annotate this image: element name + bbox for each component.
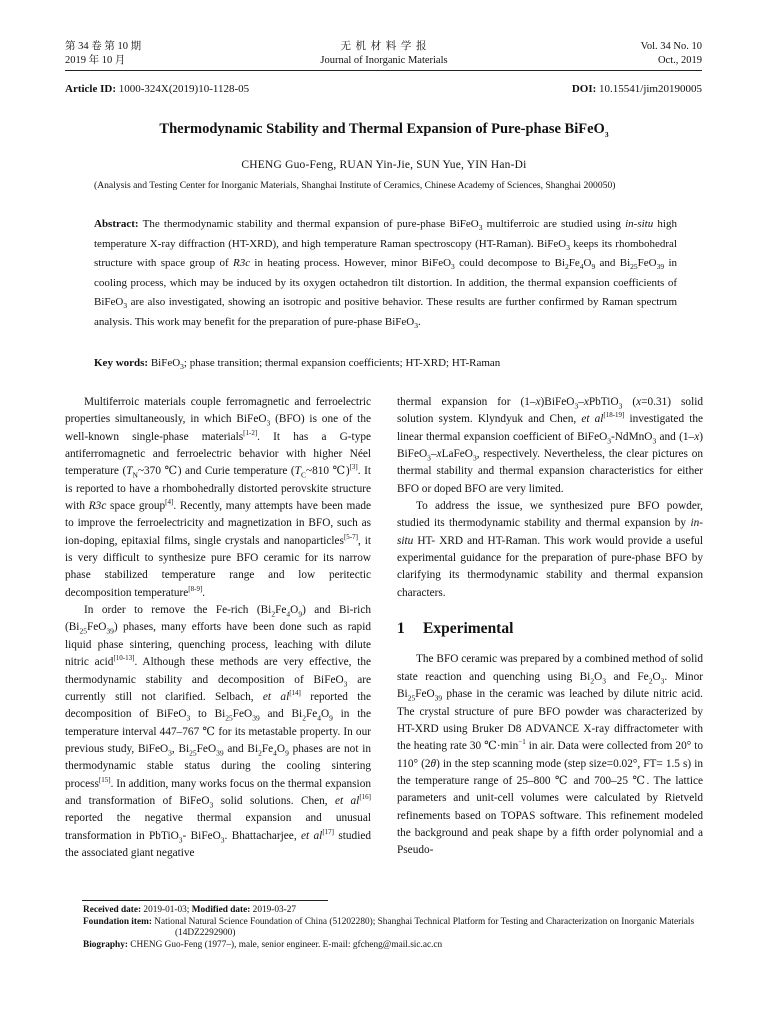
header-rule bbox=[65, 70, 702, 71]
modified-date: 2019-03-27 bbox=[252, 905, 297, 915]
journal-volume-en bbox=[641, 40, 702, 68]
date-cn: 2019 年 10 月 bbox=[65, 55, 126, 66]
dates-line bbox=[83, 905, 708, 917]
paper-title bbox=[0, 121, 768, 138]
title-text: Thermodynamic Stability and Thermal Expansion of Pure-phase BiFeO bbox=[159, 121, 605, 137]
article-id-value: 1000-324X(2019)10-1128-05 bbox=[118, 83, 250, 95]
citation-link[interactable]: [14] bbox=[289, 689, 301, 698]
date-en: Oct., 2019 bbox=[657, 55, 702, 66]
section-title: Experimental bbox=[423, 620, 514, 638]
footnotes bbox=[83, 905, 708, 951]
citation-link[interactable]: [5-7] bbox=[343, 532, 358, 541]
doi-value: 10.15541/jim20190005 bbox=[599, 83, 702, 95]
article-ids bbox=[65, 83, 702, 95]
keywords-text: BiFeO bbox=[150, 357, 181, 369]
citation-link[interactable]: [4] bbox=[165, 498, 174, 507]
keywords-label: Key words: bbox=[94, 357, 149, 369]
doi bbox=[572, 83, 702, 95]
keywords: Key words: BiFeO$_3$; phase transition; thermal expansion coefficients; HT-XRD; HT-Raman bbox=[94, 357, 501, 372]
citation-link[interactable]: [17] bbox=[322, 827, 334, 836]
article-id-label: Article ID: bbox=[65, 83, 117, 95]
body-left-column bbox=[65, 394, 371, 862]
paragraph-intro-1: Multiferroic materials couple ferromagnetic and ferroelectric properties simultaneously, in which BiFeO$_3$ (BFO) is one of the well-known single-phase materials[1-2]. It has a G-type antiferromagnetic and ferroelectric behavior with higher Néel temperature ($T_N\sim 370$ ℃) and Curie temperature ($T_C\sim 810$ ℃)[3]. It is reported to have a rhombohedrally distorted perovskite structure with R3c space group[4]. Recently, many attempts have been made to improve the ferroelectricity and magnetization in BFO, such as ion-doping, epitaxial films, single crystals and nanoparticles[5-7], it is very difficult to synthesize pure BFO ceramic for its narrow phase stabilized temperature range and low peritectic decomposition temperature[8-9]. bbox=[65, 396, 372, 599]
paragraph-experimental-1: The BFO ceramic was prepared by a combined method of solid state reaction and quenching using $Bi_2O_3$ and $Fe_2O_3$. Minor $Bi_{25}FeO_{39}$ phase in the ceramic was leached by dilute nitric acid. The crystal structure of pure BFO powder was characterized by HT-XRD using Bruker D8 ADVANCE X-ray diffractometer with the heating rate 30 $℃\cdot\min^{-1}$ in air. Data were collected from 20° to 110° (2θ) in the step scanning mode (step size=0.02°, FT= 1.5 s) in the temperature range of 25–800 ℃ and 700–25 ℃. The lattice parameters and unit-cell volumes were calculated by Rietveld refinements based on TOPAS software. This refinement modeled the background and peak shape by a fifth order polynomial and a Pseudo- bbox=[397, 653, 703, 857]
doi-label: DOI: bbox=[571, 83, 597, 95]
journal-name-cn: 无 机 材 料 学 报 bbox=[340, 41, 428, 52]
section-heading-experimental bbox=[397, 620, 703, 637]
modified-label: Modified date: bbox=[191, 905, 251, 915]
authors: CHENG Guo-Feng, RUAN Yin-Jie, SUN Yue, YIN Han-Di bbox=[241, 159, 527, 171]
paragraph-intro-2: In order to remove the Fe-rich $(Bi_2Fe_4O_9)$ and Bi-rich $(Bi_{25}FeO_{39})$ phases, many efforts have been done such as rapid liquid phase sintering, quenching process, leaching with dilute nitric acid[10-13]. Although these methods are very effective, the thermodynamic stability and decomposition of BiFeO$_3$ are currently still not clarified. Selbach, et al[14] reported the decomposition of BiFeO$_3$ to $Bi_{25}FeO_{39}$ and $Bi_2Fe_4O_9$ in the temperature interval 447–767 ℃ for its metastable property. In our previous study, BiFeO$_3$, $Bi_{25}FeO_{39}$ and $Bi_2Fe_4O_9$ phases are not in thermodynamic stable status during the cooling sintering process[15]. In addition, many works focus on the thermal expansion and transformation of BiFeO$_3$ solid solutions. Chen, et al[16] reported the negative thermal expansion and unusual transformation in PbTiO$_3$- BiFeO$_3$. Bhattacharjee, et al[17] studied the associated giant negative bbox=[65, 604, 372, 859]
paragraph-intro-3: thermal expansion for (1–x)BiFeO$_3$–xPbTiO$_3$ (x=0.31) solid solution system. Klyndyuk and Chen, et al[18-19] investigated the linear thermal expansion coefficient of BiFeO$_3$-NdMnO$_3$ and (1–x) BiFeO$_3$–xLaFeO$_3$, respectively. Nevertheless, the clear pictures on thermal stability and thermal expansion characteristics for either BFO or doped BFO are very limited. bbox=[397, 396, 704, 495]
foundation-label: Foundation item: bbox=[83, 916, 152, 927]
received-date: 2019-01-03; bbox=[143, 905, 190, 915]
citation-link[interactable]: [1-2] bbox=[243, 428, 258, 437]
citation-link[interactable]: [3] bbox=[349, 463, 358, 472]
citation-link[interactable]: [15] bbox=[98, 775, 111, 784]
received-label: Received date: bbox=[83, 905, 142, 915]
title-subscript: 3 bbox=[604, 129, 609, 139]
footnote-rule bbox=[82, 900, 328, 901]
volume-issue-cn: 第 34 卷 第 10 期 bbox=[65, 41, 142, 52]
abstract: Abstract: The thermodynamic stability and thermal expansion of pure-phase BiFeO$_3$ multiferroic are studied using in-situ high temperature X-ray diffraction (HT-XRD), and high temperature Raman spectroscopy (HT-Raman). BiFeO$_3$ keeps its rhombohedral structure with space group of R3c in heating process. However, minor BiFeO$_3$ could decompose to $Bi_2Fe_4O_9$ and $Bi_{25}FeO_{39}$ in cooling process, which may be induced by its oxygen octahedron tilt distortion. In addition, the thermal expansion coefficients of BiFeO$_3$ are also investigated, showing an isotropic and positive behavior. These results are further confirmed by Raman spectrum analysis. This work may benefit for the preparation of pure-phase BiFeO$_3$. bbox=[94, 218, 678, 330]
journal-name-en: Journal of Inorganic Materials bbox=[320, 55, 448, 66]
abstract-label: Abstract: bbox=[94, 218, 139, 230]
foundation-line bbox=[83, 917, 708, 940]
abstract-text: The thermodynamic stability and thermal expansion of pure-phase BiFeO bbox=[142, 218, 479, 230]
citation-link[interactable]: [18-19] bbox=[603, 411, 625, 420]
paragraph-intro-4: To address the issue, we synthesized pure BFO powder, studied its thermodynamic stability and thermal expansion by in-situ HT- XRD and HT-Raman. This work would provide a useful experimental guidance for the preparation of pure-phase BFO by clarifying its thermodynamic stability and thermal expansion characters. bbox=[397, 500, 703, 599]
citation-link[interactable]: [8-9] bbox=[188, 585, 203, 594]
body-right-column bbox=[397, 394, 703, 860]
biography-text: CHENG Guo-Feng (1977–), male, senior engineer. E-mail: gfcheng@mail.sic.ac.cn bbox=[130, 939, 443, 950]
affiliation: (Analysis and Testing Center for Inorganic Materials, Shanghai Institute of Ceramics, Chinese Academy of Sciences, Shanghai 200050) bbox=[94, 180, 616, 191]
biography-line bbox=[83, 940, 708, 952]
article-id bbox=[65, 83, 249, 95]
volume-issue-en: Vol. 34 No. 10 bbox=[640, 41, 702, 52]
citation-link[interactable]: [10-13] bbox=[113, 654, 135, 663]
citation-link[interactable]: [16] bbox=[359, 793, 371, 802]
section-number: 1 bbox=[397, 620, 405, 638]
biography-label: Biography: bbox=[83, 939, 128, 950]
foundation-text: National Natural Science Foundation of China (51202280); Shanghai Technical Platform for Testing and Characterization on Inorganic Materials (14DZ2292900) bbox=[154, 916, 695, 938]
